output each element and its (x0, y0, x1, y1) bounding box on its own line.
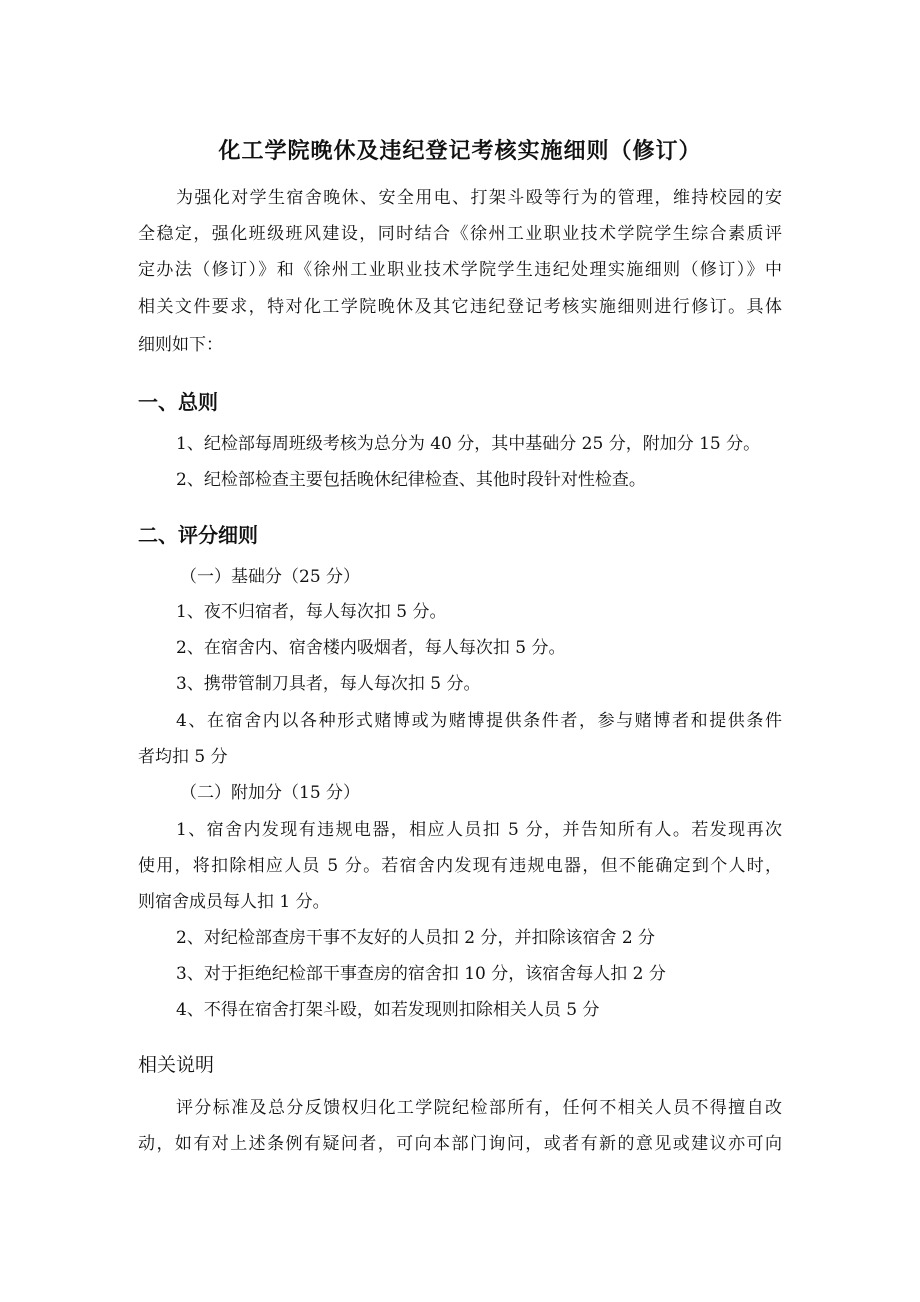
notes-line: 评分标准及总分反馈权归化工学院纪检部所有，任何不相关人员不得擅自改 (176, 1098, 782, 1118)
extra-item: 2、对纪检部查房干事不友好的人员扣 2 分，并扣除该宿舍 2 分 (176, 928, 656, 948)
general-item: 1、纪检部每周班级考核为总分为 40 分，其中基础分 25 分，附加分 15 分。 (176, 434, 761, 454)
basic-item: 1、夜不归宿者，每人每次扣 5 分。 (176, 602, 447, 622)
basic-item: 3、携带管制刀具者，每人每次扣 5 分。 (176, 674, 481, 694)
section-heading-general: 一、总则 (138, 390, 218, 414)
general-item: 2、纪检部检查主要包括晚休纪律检查、其他时段针对性检查。 (176, 470, 646, 490)
notes-line: 动，如有对上述条例有疑问者，可向本部门询问，或者有新的意见或建议亦可向 (138, 1134, 782, 1154)
basic-item: 者均扣 5 分 (138, 747, 228, 767)
subsection-label-extra: （二）附加分（15 分） (180, 783, 361, 803)
intro-line: 为强化对学生宿舍晚休、安全用电、打架斗殴等行为的管理，维持校园的安 (176, 188, 782, 208)
extra-item: 则宿舍成员每人扣 1 分。 (138, 892, 330, 912)
intro-line: 全稳定，强化班级班风建设，同时结合《徐州工业职业技术学院学生综合素质评 (138, 224, 782, 244)
extra-item: 4、不得在宿舍打架斗殴，如若发现则扣除相关人员 5 分 (176, 1000, 600, 1020)
intro-line: 定办法（修订）》和《徐州工业职业技术学院学生违纪处理实施细则（修订）》中 (138, 260, 782, 280)
document-title: 化工学院晚休及违纪登记考核实施细则（修订） (218, 139, 702, 164)
extra-item: 使用，将扣除相应人员 5 分。若宿舍内发现有违规电器，但不能确定到个人时， (138, 856, 782, 876)
subsection-label-basic: （一）基础分（25 分） (180, 567, 361, 587)
intro-line: 细则如下： (138, 335, 223, 355)
section-heading-notes: 相关说明 (138, 1054, 215, 1076)
intro-line: 相关文件要求，特对化工学院晚休及其它违纪登记考核实施细则进行修订。具体 (138, 297, 782, 317)
extra-item: 3、对于拒绝纪检部干事查房的宿舍扣 10 分，该宿舍每人扣 2 分 (176, 964, 666, 984)
basic-item: 4、在宿舍内以各种形式赌博或为赌博提供条件者，参与赌博者和提供条件 (176, 711, 782, 731)
basic-item: 2、在宿舍内、宿舍楼内吸烟者，每人每次扣 5 分。 (176, 638, 566, 658)
section-heading-scoring: 二、评分细则 (138, 523, 258, 547)
extra-item: 1、宿舍内发现有违规电器，相应人员扣 5 分，并告知所有人。若发现再次 (176, 820, 782, 840)
